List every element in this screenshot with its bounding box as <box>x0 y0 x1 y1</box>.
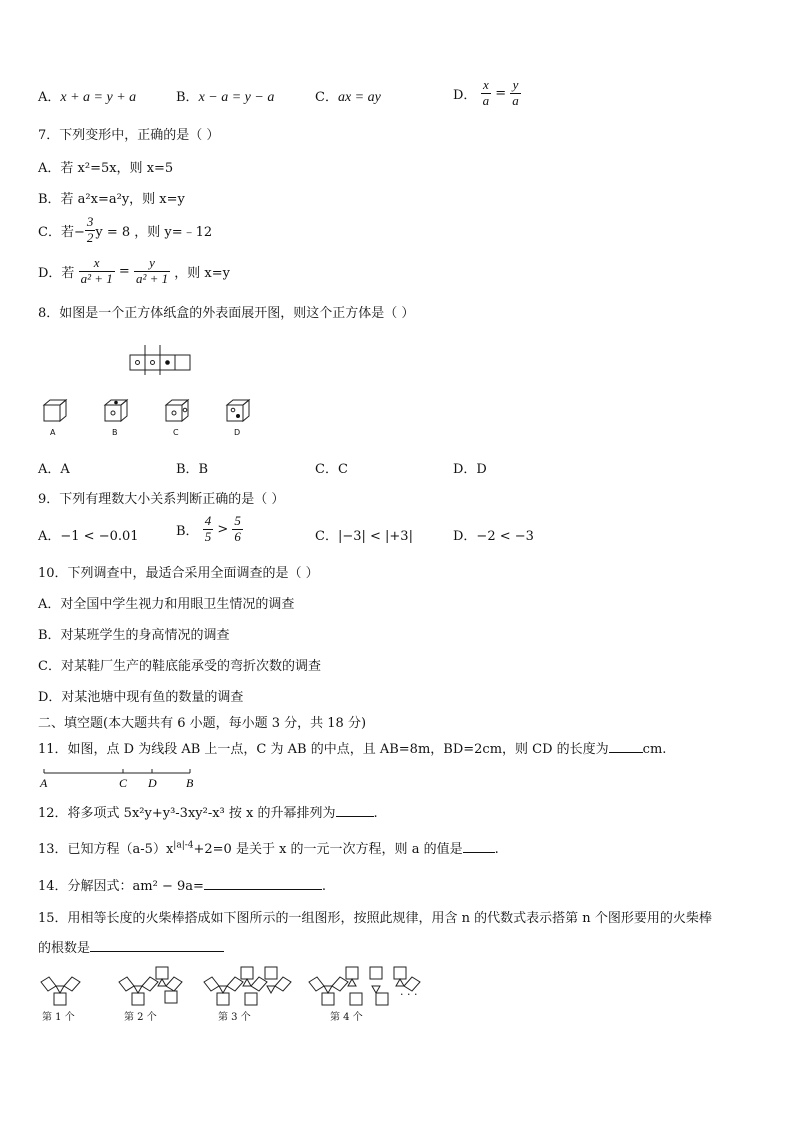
q8-stem: 8．如图是一个正方体纸盒的外表面展开图，则这个正方体是（ ） <box>38 306 415 321</box>
figure-caption-2: 第 2 个 <box>124 1012 157 1023</box>
cube-label-b: B <box>112 428 118 437</box>
q10-option-a: A．对全国中学生视力和用眼卫生情况的调查 <box>38 597 295 612</box>
q9-stem: 9．下列有理数大小关系判断正确的是（ ） <box>38 492 285 507</box>
figure-caption-1: 第 1 个 <box>42 1012 75 1023</box>
fraction: $\frac{4}{5}$ <box>204 513 212 544</box>
figure-caption-3: 第 3 个 <box>218 1012 251 1023</box>
q9-option-a: A．−1 < −0.01 <box>38 529 139 544</box>
q10-option-c: C．对某鞋厂生产的鞋底能承受的弯折次数的调查 <box>38 659 321 674</box>
q11-stem: 11．如图，点 D 为线段 AB 上一点，C 为 AB 的中点，且 AB=8m，BD=2cm，则 CD 的长度为 cm. <box>38 742 667 757</box>
q15-stem-line1: 15．用相等长度的火柴棒搭成如下图所示的一组图形，按照此规律，用含 n 的代数式表示搭第 n 个图形要用的火柴棒 <box>38 911 712 926</box>
cube-label-d: D <box>234 428 241 437</box>
q8-option-a: A．A <box>38 462 70 477</box>
fraction: $\frac{y}{\text{a² + 1}}$ <box>135 255 169 286</box>
q7-stem: 7．下列变形中，正确的是（ ） <box>38 128 220 143</box>
fraction: $\frac{5}{6}$ <box>234 513 241 544</box>
point-label-d: D <box>148 776 157 790</box>
fraction: $\frac{3}{2}$ <box>86 214 94 245</box>
q7-option-b: B．若 a²x=a²y，则 x=y <box>38 192 185 207</box>
q15-stem-line2: 的根数是 <box>38 937 224 956</box>
q6-option-b: B．x − a = y − a <box>176 90 275 105</box>
section-heading: 二、填空题(本大题共有 6 小题，每小题 3 分，共 18 分) <box>38 716 367 731</box>
q6-option-d: D． $\frac{x}{a}$ = $\frac{y}{a}$ <box>453 77 519 108</box>
cube-label-a: A <box>50 428 56 437</box>
q8-option-c: C．C <box>315 462 348 477</box>
q9-option-b: B． $\frac{4}{5}$ > $\frac{5}{6}$ <box>176 513 241 544</box>
answer-blank <box>609 740 643 753</box>
fraction: $\frac{x}{a}$ <box>482 77 490 108</box>
answer-blank <box>90 939 224 952</box>
point-label-c: C <box>119 776 128 790</box>
q6-option-a: A．x + a = y + a <box>38 90 137 105</box>
point-label-b: B <box>186 776 194 790</box>
answer-blank <box>336 804 374 817</box>
q12-stem: 12．将多项式 5x²y+y³-3xy²-x³ 按 x 的升幂排列为 . <box>38 806 378 821</box>
fraction: $\frac{y}{a}$ <box>512 77 519 108</box>
q6-option-c: C．ax = ay <box>315 90 381 105</box>
q9-option-d: D．−2 < −3 <box>453 529 534 544</box>
cube-label-c: C <box>173 428 179 437</box>
q13-stem: 13．已知方程$(a-5)x^{|a|-4}+2=0$ 是关于 x 的一元一次方程，则 a 的值是 . <box>38 840 499 857</box>
q7-option-c: C．若− $\frac{3}{2}$ y = 8 ，则 y=﹣12 <box>38 214 213 245</box>
q7-option-a: A．若 x²=5x，则 x=5 <box>38 161 174 176</box>
segment-figure <box>36 764 201 792</box>
point-label-a: A <box>40 776 48 790</box>
ellipsis: · · · <box>400 988 418 1001</box>
q8-option-b: B．B <box>176 462 209 477</box>
q10-stem: 10．下列调查中，最适合采用全面调查的是（ ） <box>38 566 319 581</box>
answer-blank <box>463 840 495 853</box>
cube-net-figure <box>126 345 196 375</box>
q7-option-d: D．若 $\frac{x}{\text{a² + 1}}$ = $\frac{y}{\text{a² + 1}}$ ，则 x=y <box>38 255 230 286</box>
fraction: $\frac{x}{\text{a² + 1}}$ <box>80 255 113 286</box>
q8-option-d: D．D <box>453 462 487 477</box>
figure-caption-4: 第 4 个 <box>330 1012 363 1023</box>
answer-blank <box>204 877 322 890</box>
q10-option-d: D．对某池塘中现有鱼的数量的调查 <box>38 690 244 705</box>
q14-stem: 14．分解因式：am² − 9a= . <box>38 879 327 894</box>
q9-option-c: C．|−3| < |+3| <box>315 529 413 544</box>
q10-option-b: B．对某班学生的身高情况的调查 <box>38 628 230 643</box>
